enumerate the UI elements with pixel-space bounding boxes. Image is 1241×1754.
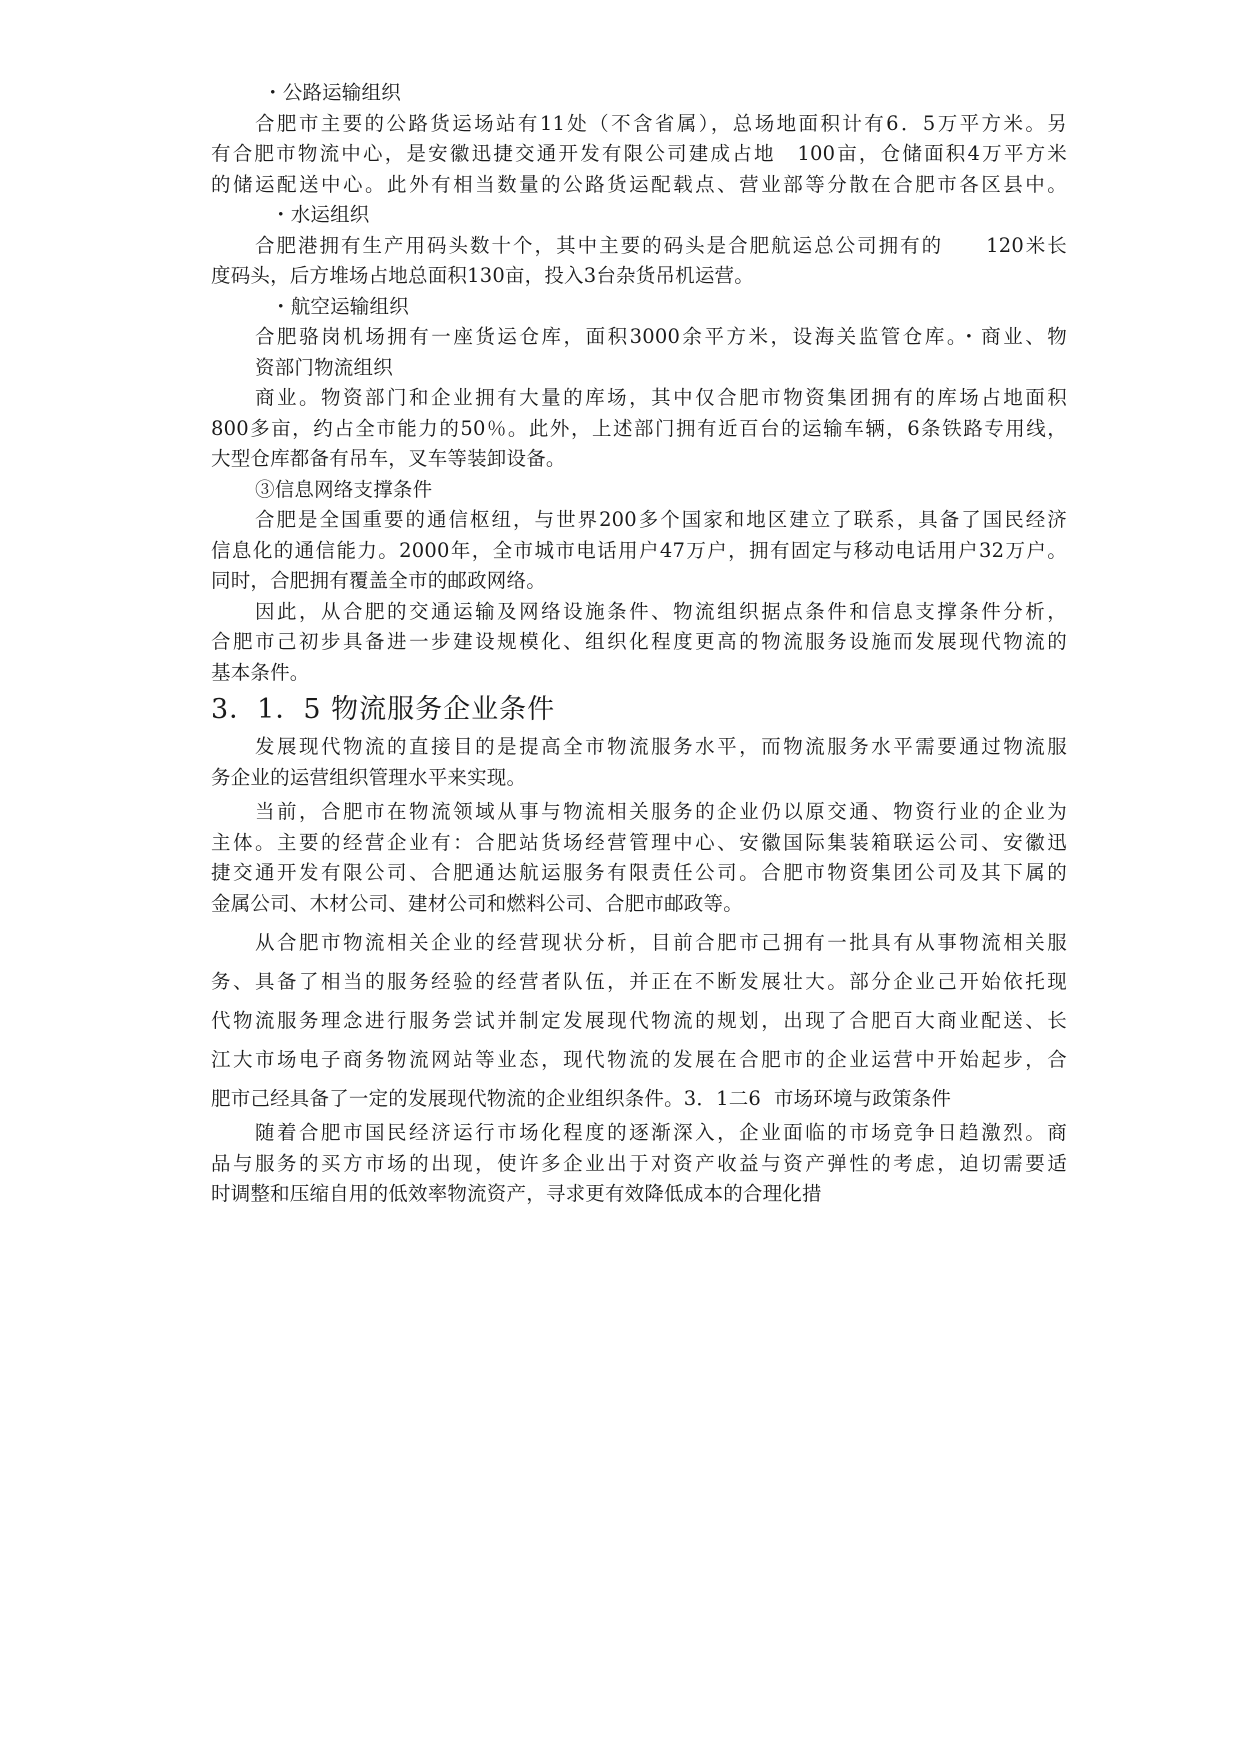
paragraph-line: 合肥市己初步具备进一步建设规模化、组织化程度更高的物流服务设施而发展现代物流的 xyxy=(211,630,1067,653)
paragraph-line: 同时，合肥拥有覆盖全市的邮政网络。 xyxy=(211,569,546,592)
paragraph-line: 合肥市主要的公路货运场站有11处（不含省属），总场地面积计有6．5万平方米。另 xyxy=(255,111,1067,135)
subsection-label: ③信息网络支撑条件 xyxy=(255,477,433,501)
bullet-water-transport: ・水运组织 xyxy=(271,203,370,226)
paragraph-line: 务、具备了相当的服务经验的经营者队伍，并正在不断发展壮大。部分企业己开始依托现 xyxy=(211,970,1067,993)
paragraph-line: 时调整和压缩自用的低效率物流资产，寻求更有效降低成本的合理化措 xyxy=(211,1182,822,1205)
paragraph-line: 江大市场电子商务物流网站等业态，现代物流的发展在合肥市的企业运营中开始起步，合 xyxy=(211,1048,1067,1071)
paragraph-line: 务企业的运营组织管理水平来实现。 xyxy=(211,765,527,789)
paragraph-line: 商业。物资部门和企业拥有大量的库场，其中仅合肥市物资集团拥有的库场占地面积 xyxy=(255,386,1067,409)
paragraph-line: 捷交通开发有限公司、合肥通达航运服务有限责任公司。合肥市物资集团公司及其下属的 xyxy=(211,861,1067,884)
paragraph-line: 当前，合肥市在物流领域从事与物流相关服务的企业仍以原交通、物资行业的企业为 xyxy=(255,800,1067,823)
paragraph-line: 有合肥市物流中心，是安徽迅捷交通开发有限公司建成占地 100亩，仓储面积4万平方米 xyxy=(211,142,1067,165)
paragraph-line: 基本条件。 xyxy=(211,660,310,684)
paragraph-line: 金属公司、木材公司、建材公司和燃料公司、合肥市邮政等。 xyxy=(211,891,743,915)
paragraph-line: 合肥港拥有生产用码头数十个，其中主要的码头是合肥航运总公司拥有的 120米长 xyxy=(255,233,1067,257)
document-body xyxy=(211,78,1067,1210)
paragraph-line: 随着合肥市国民经济运行市场化程度的逐渐深入，企业面临的市场竞争日趋激烈。商 xyxy=(255,1121,1067,1144)
paragraph-line: 资部门物流组织 xyxy=(255,355,393,379)
paragraph-line: 主体。主要的经营企业有：合肥站货场经营管理中心、安徽国际集装箱联运公司、安徽迅 xyxy=(211,830,1067,854)
paragraph-line: 发展现代物流的直接目的是提高全市物流服务水平，而物流服务水平需要通过物流服 xyxy=(255,735,1067,758)
bullet-road-transport: ・公路运输组织 xyxy=(263,81,401,104)
paragraph-line: 品与服务的买方市场的出现，使许多企业出于对资产收益与资产弹性的考虑，迫切需要适 xyxy=(211,1151,1067,1175)
paragraph-line: 的储运配送中心。此外有相当数量的公路货运配载点、营业部等分散在合肥市各区县中。 xyxy=(211,172,1067,196)
paragraph-line: 度码头，后方堆场占地总面积130亩，投入3台杂货吊机运营。 xyxy=(211,264,754,287)
paragraph-line: 从合肥市物流相关企业的经营现状分析，目前合肥市己拥有一批具有从事物流相关服 xyxy=(255,931,1067,954)
paragraph-line: 大型仓库都备有吊车，叉车等装卸设备。 xyxy=(211,447,566,470)
paragraph-line: 肥市己经具备了一定的发展现代物流的企业组织条件。3．1二6 市场环境与政策条件 xyxy=(211,1087,952,1110)
paragraph-line: 代物流服务理念进行服务尝试并制定发展现代物流的规划，出现了合肥百大商业配送、长 xyxy=(211,1009,1067,1032)
paragraph-line: 信息化的通信能力。2000年，全市城市电话用户47万户，拥有固定与移动电话用户32万户。 xyxy=(211,538,1067,562)
paragraph-line: 800多亩，约占全市能力的50％。此外，上述部门拥有近百台的运输车辆，6条铁路专用线， xyxy=(211,416,1067,440)
paragraph-line: 因此，从合肥的交通运输及网络设施条件、物流组织据点条件和信息支撑条件分析， xyxy=(255,599,1067,623)
paragraph-line: 合肥骆岗机场拥有一座货运仓库，面积3000余平方米，设海关监管仓库。・商业、物 xyxy=(255,325,1067,348)
bullet-air-transport: ・航空运输组织 xyxy=(271,294,409,318)
section-heading: 3．1．5 物流服务企业条件 xyxy=(211,694,556,725)
paragraph-line: 合肥是全国重要的通信枢纽，与世界200多个国家和地区建立了联系，具备了国民经济 xyxy=(255,508,1067,531)
